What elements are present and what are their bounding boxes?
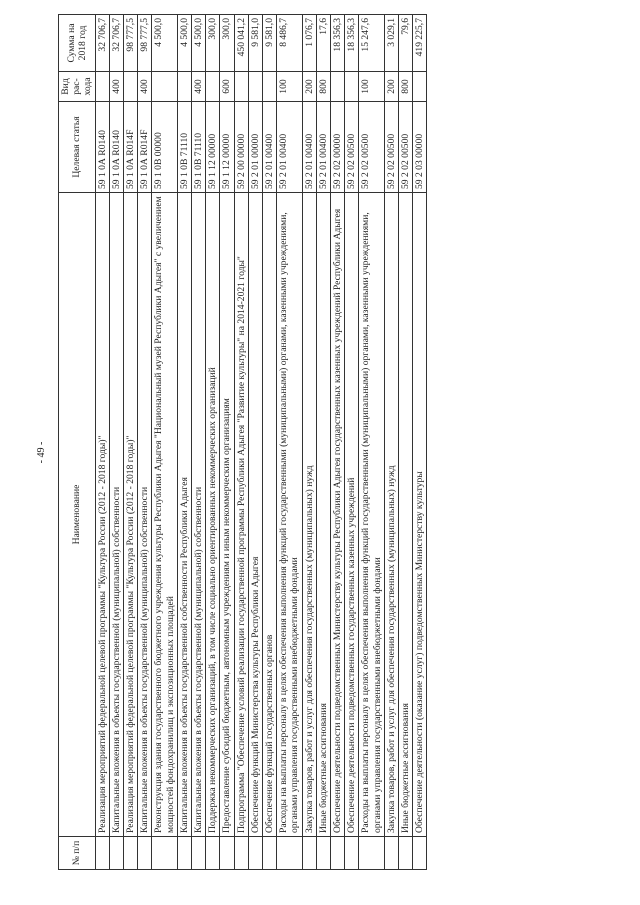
budget-table	[58, 14, 427, 870]
cell-vid	[248, 72, 262, 102]
cell-num	[302, 837, 316, 870]
cell-sum: 32 706,7	[109, 15, 123, 72]
table-row	[138, 15, 152, 870]
cell-name: Реконструкция здания государственного бюджетного учреждения культуры Республики Адыгея "Национальный музей Республики Адыгея" с увеличением мощностей фондохранилищ и экспозиционных площадей	[152, 193, 177, 837]
cell-num	[248, 837, 262, 870]
table-row	[302, 15, 316, 870]
cell-vid	[95, 72, 109, 102]
cell-code: 59 1 0В 71110	[192, 102, 206, 193]
cell-sum: 18 356,3	[331, 15, 345, 72]
cell-code: 59 2 01 00400	[316, 102, 330, 193]
cell-name: Предоставление субсидий бюджетным, автономным учреждениям и иным некоммерческим организациям	[220, 193, 234, 837]
cell-sum: 9 581,0	[248, 15, 262, 72]
cell-code: 59 2 02 00500	[384, 102, 398, 193]
header-num: № п/п	[59, 837, 96, 870]
cell-vid: 400	[109, 72, 123, 102]
table-row	[399, 15, 413, 870]
cell-num	[316, 837, 330, 870]
cell-num	[399, 837, 413, 870]
table-row	[359, 15, 384, 870]
table-row	[206, 15, 220, 870]
cell-num	[220, 837, 234, 870]
cell-code: 59 2 03 00000	[413, 102, 427, 193]
table-row	[384, 15, 398, 870]
cell-name: Поддержка некоммерческих организаций, в том числе социально ориентированных некоммерческих организаций	[206, 193, 220, 837]
cell-name: Закупка товаров, работ и услуг для обеспечения государственных (муниципальных) нужд	[384, 193, 398, 837]
table-row	[331, 15, 345, 870]
cell-name: Закупка товаров, работ и услуг для обеспечения государственных (муниципальных) нужд	[302, 193, 316, 837]
cell-sum: 4 500,0	[152, 15, 177, 72]
cell-name: Обеспечение деятельности подведомственных Министерству культуры Республики Адыгея государственных казенных учреждений Республики Адыгея	[331, 193, 345, 837]
cell-code: 59 2 02 00500	[399, 102, 413, 193]
cell-num	[206, 837, 220, 870]
table-row	[248, 15, 262, 870]
cell-name: Обеспечение деятельности подведомственных государственных казенных учреждений	[345, 193, 359, 837]
cell-name: Подпрограмма "Обеспечение условий реализации государственной программы Республики Адыгея "Развитие культуры" на 2014-2021 годы"	[234, 193, 248, 837]
table-body	[95, 15, 427, 870]
cell-name: Обеспечение деятельности (оказание услуг) подведомственных Министерству культуры	[413, 193, 427, 837]
table-row	[413, 15, 427, 870]
cell-name: Капитальные вложения в объекты государственной (муниципальной) собственности	[138, 193, 152, 837]
header-name: Наименование	[59, 193, 96, 837]
cell-sum: 79,6	[399, 15, 413, 72]
cell-sum: 15 247,6	[359, 15, 384, 72]
header-vid: Вид рас-хода	[59, 72, 96, 102]
cell-sum: 17,6	[316, 15, 330, 72]
cell-num	[413, 837, 427, 870]
table-row	[109, 15, 123, 870]
cell-sum: 4 500,0	[177, 15, 191, 72]
cell-name: Капитальные вложения в объекты государственной (муниципальной) собственности	[192, 193, 206, 837]
table-header-row	[59, 15, 96, 870]
cell-sum: 419 225,7	[413, 15, 427, 72]
table-row	[124, 15, 138, 870]
cell-vid: 200	[384, 72, 398, 102]
page-number: - 49 -	[36, 441, 47, 464]
cell-name: Обеспечение функций государственных органов	[263, 193, 277, 837]
cell-num	[384, 837, 398, 870]
header-code: Целевая статья	[59, 102, 96, 193]
cell-code: 59 1 12 00000	[206, 102, 220, 193]
cell-code: 59 2 02 00500	[359, 102, 384, 193]
cell-code: 59 2 02 00000	[331, 102, 345, 193]
cell-code: 59 2 01 00400	[277, 102, 302, 193]
cell-num	[177, 837, 191, 870]
cell-num	[331, 837, 345, 870]
cell-sum: 450 041,2	[234, 15, 248, 72]
cell-num	[345, 837, 359, 870]
cell-name: Обеспечение функций Министерства культуры Республики Адыгея	[248, 193, 262, 837]
cell-code: 59 2 01 00400	[302, 102, 316, 193]
cell-vid: 600	[220, 72, 234, 102]
cell-sum: 32 706,7	[95, 15, 109, 72]
cell-name: Расходы на выплаты персоналу в целях обеспечения выполнения функций государственными (муниципальными) органами, казенными учреждениями, органами управления государственными внебюджетными фондами	[359, 193, 384, 837]
cell-vid: 800	[399, 72, 413, 102]
cell-vid	[234, 72, 248, 102]
cell-vid: 100	[277, 72, 302, 102]
cell-vid	[124, 72, 138, 102]
cell-vid	[177, 72, 191, 102]
cell-name: Расходы на выплаты персоналу в целях обеспечения выполнения функций государственными (муниципальными) органами, казенными учреждениями, органами управления государственными внебюджетными фондами	[277, 193, 302, 837]
table-row	[192, 15, 206, 870]
cell-vid	[413, 72, 427, 102]
cell-name: Капитальные вложения в объекты государственной (муниципальной) собственности	[109, 193, 123, 837]
cell-num	[138, 837, 152, 870]
table-row	[234, 15, 248, 870]
cell-vid: 400	[192, 72, 206, 102]
cell-vid	[331, 72, 345, 102]
cell-code: 59 2 02 00500	[345, 102, 359, 193]
table-row	[152, 15, 177, 870]
table-row	[316, 15, 330, 870]
cell-vid	[263, 72, 277, 102]
cell-code: 59 1 0А R0140	[95, 102, 109, 193]
table-row	[263, 15, 277, 870]
cell-sum: 4 500,0	[192, 15, 206, 72]
cell-name: Реализация мероприятий федеральной целевой программы "Культура России (2012 - 2018 годы)"	[124, 193, 138, 837]
cell-sum: 3 029,1	[384, 15, 398, 72]
cell-code: 59 1 12 00000	[220, 102, 234, 193]
cell-sum: 8 486,7	[277, 15, 302, 72]
cell-code: 59 2 00 00000	[234, 102, 248, 193]
cell-name: Реализация мероприятий федеральной целевой программы "Культура России (2012 - 2018 годы)"	[95, 193, 109, 837]
table-row	[220, 15, 234, 870]
cell-sum: 98 777,5	[138, 15, 152, 72]
cell-code: 59 1 0А R014F	[138, 102, 152, 193]
cell-code: 59 1 0А R0140	[109, 102, 123, 193]
cell-vid: 400	[138, 72, 152, 102]
table-row	[95, 15, 109, 870]
cell-sum: 300,0	[220, 15, 234, 72]
cell-name: Иные бюджетные ассигнования	[316, 193, 330, 837]
cell-sum: 300,0	[206, 15, 220, 72]
table-row	[177, 15, 191, 870]
cell-vid: 100	[359, 72, 384, 102]
cell-vid	[345, 72, 359, 102]
cell-code: 59 2 01 00000	[248, 102, 262, 193]
cell-vid	[206, 72, 220, 102]
cell-num	[234, 837, 248, 870]
cell-sum: 98 777,5	[124, 15, 138, 72]
table-row	[277, 15, 302, 870]
cell-num	[95, 837, 109, 870]
cell-num	[277, 837, 302, 870]
cell-sum: 1 076,7	[302, 15, 316, 72]
cell-num	[124, 837, 138, 870]
cell-sum: 18 356,3	[345, 15, 359, 72]
cell-code: 59 1 0А R014F	[124, 102, 138, 193]
cell-vid: 800	[316, 72, 330, 102]
cell-vid	[152, 72, 177, 102]
cell-num	[152, 837, 177, 870]
cell-sum: 9 581,0	[263, 15, 277, 72]
table-row	[345, 15, 359, 870]
cell-num	[359, 837, 384, 870]
cell-code: 59 1 0В 71110	[177, 102, 191, 193]
cell-code: 59 1 0В 00000	[152, 102, 177, 193]
cell-code: 59 2 01 00400	[263, 102, 277, 193]
cell-num	[109, 837, 123, 870]
cell-vid: 200	[302, 72, 316, 102]
cell-name: Капитальные вложения в объекты государственной собственности Республики Адыгея	[177, 193, 191, 837]
cell-num	[263, 837, 277, 870]
header-sum: Сумма на 2018 год	[59, 15, 96, 72]
cell-num	[192, 837, 206, 870]
cell-name: Иные бюджетные ассигнования	[399, 193, 413, 837]
